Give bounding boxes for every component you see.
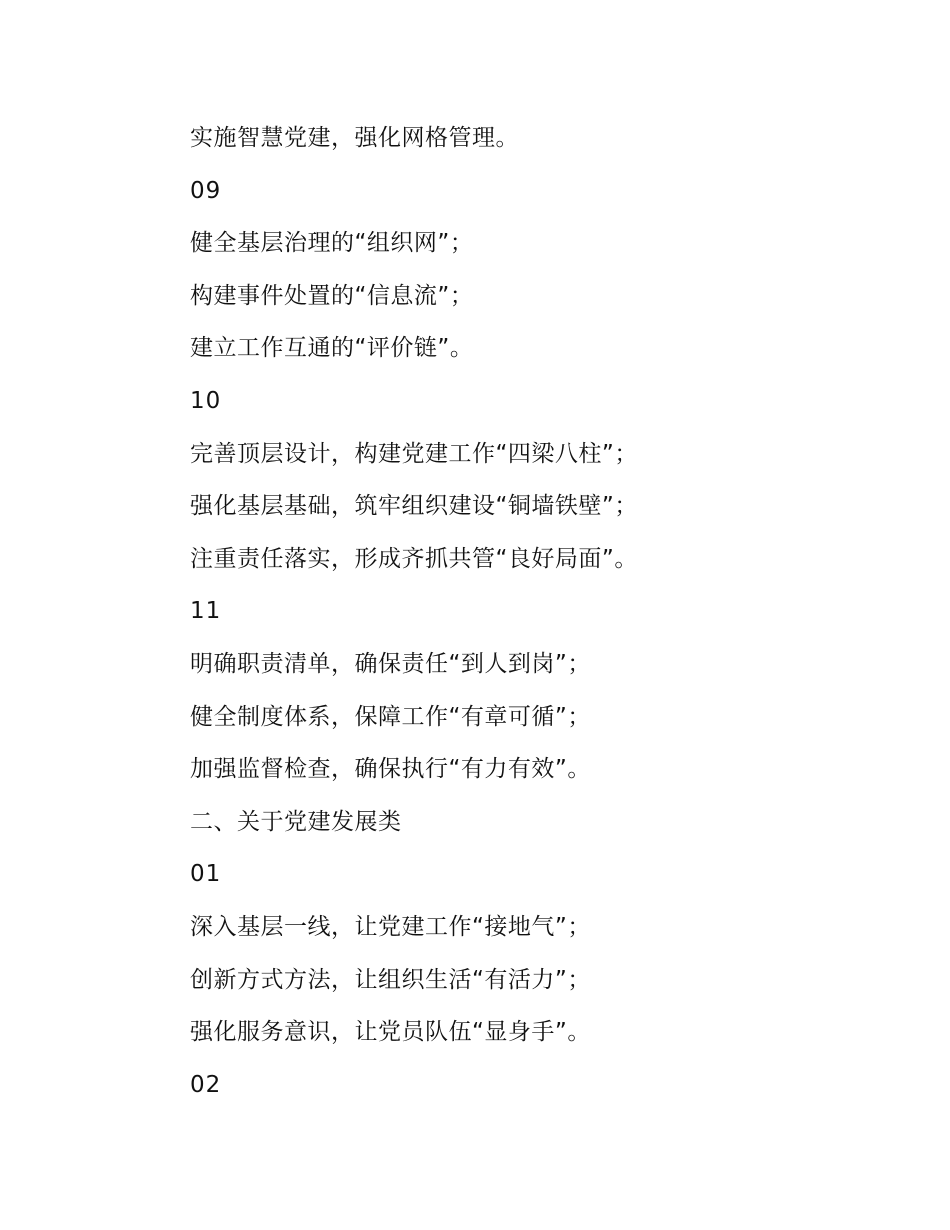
text-line: 创新方式方法，让组织生活“有活力”； [190,966,591,993]
section-number: 09 [190,177,222,204]
text-line: 明确职责清单，确保责任“到人到岗”； [190,650,591,677]
section-number: 01 [190,861,222,888]
text-line: 构建事件处置的“信息流”； [190,282,474,309]
text-line: 强化服务意识，让党员队伍“显身手”。 [190,1019,591,1046]
text-line: 完善顶层设计，构建党建工作“四梁八柱”； [190,440,638,467]
text-line: 强化基层基础，筑牢组织建设“铜墙铁壁”； [190,493,638,520]
text-line: 深入基层一线，让党建工作“接地气”； [190,913,591,940]
text-line: 健全制度体系，保障工作“有章可循”； [190,703,591,730]
text-line: 建立工作互通的“评价链”。 [190,335,474,362]
section-heading: 二、关于党建发展类 [190,808,402,835]
section-number: 02 [190,1071,222,1098]
text-line: 实施智慧党建，强化网格管理。 [190,125,519,151]
text-line: 加强监督检查，确保执行“有力有效”。 [190,756,591,783]
section-number: 10 [190,387,222,414]
document-body [190,116,890,1115]
text-line: 注重责任落实，形成齐抓共管“良好局面”。 [190,545,638,572]
section-number: 11 [190,598,222,625]
text-line: 健全基层治理的“组织网”； [190,230,474,257]
